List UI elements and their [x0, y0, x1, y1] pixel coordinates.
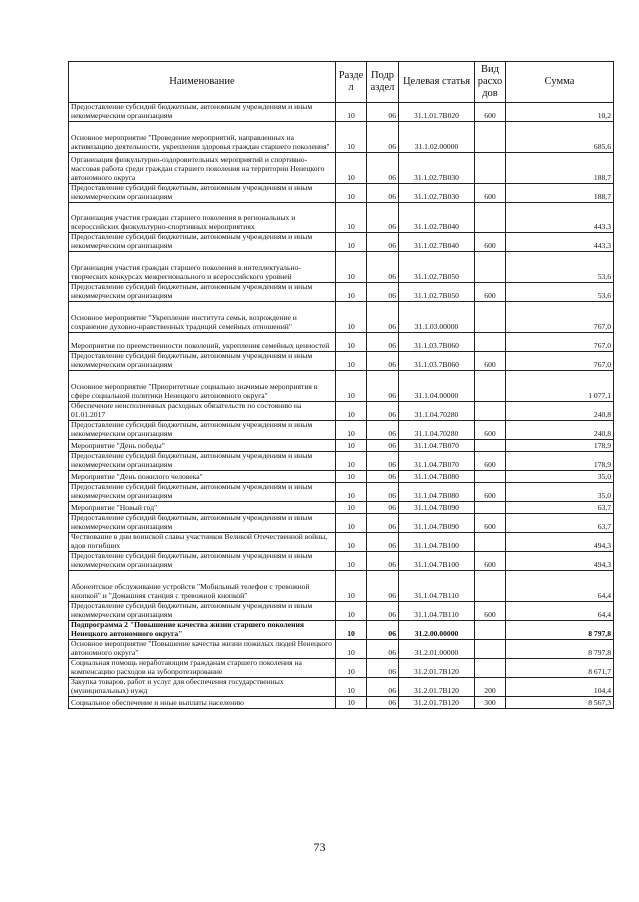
row-target: 31.1.02.00000: [399, 122, 475, 153]
row-name: Социальная помощь неработающим гражданам старшего поколения на компенсацию расходов на зубопротезирование: [69, 659, 336, 678]
row-subsection: 06: [367, 122, 399, 153]
row-section: 10: [336, 352, 367, 371]
row-subsection: 06: [367, 421, 399, 440]
row-name: Социальное обеспечение и иные выплаты населению: [69, 697, 336, 709]
row-section: 10: [336, 483, 367, 502]
row-target: 31.2.01.00000: [399, 640, 475, 659]
row-section: 10: [336, 333, 367, 352]
row-target: 31.1.02.7В030: [399, 153, 475, 184]
row-target: 31.1.03.00000: [399, 302, 475, 333]
row-name: Основное мероприятие "Повышение качества жизни пожилых людей Ненецкого автономного округа": [69, 640, 336, 659]
row-subsection: 06: [367, 153, 399, 184]
row-target: 31.1.04.7В100: [399, 533, 475, 552]
row-kind: 600: [475, 552, 506, 571]
row-sum: 8 797,8: [506, 640, 614, 659]
row-kind: [475, 252, 506, 283]
row-subsection: 06: [367, 440, 399, 452]
row-name: Абонентское обслуживание устройств "Мобильный телефон с тревожной кнопкой" и "Домашняя станция с тревожной кнопкой": [69, 571, 336, 602]
row-subsection: 06: [367, 483, 399, 502]
table-row: [69, 640, 614, 659]
row-sum: 63,7: [506, 514, 614, 533]
header-subsection: Подр аздел: [367, 62, 399, 103]
row-target: 31.1.03.7В060: [399, 333, 475, 352]
row-subsection: 06: [367, 352, 399, 371]
row-sum: 104,4: [506, 678, 614, 697]
row-target: 31.1.03.7В060: [399, 352, 475, 371]
header-section: Разде л: [336, 62, 367, 103]
row-section: 10: [336, 371, 367, 402]
row-section: 10: [336, 533, 367, 552]
row-name: Организация участия граждан старшего поколения в региональных и всероссийских физкультурно-спортивных мероприятиях: [69, 203, 336, 233]
table-row: [69, 333, 614, 352]
row-sum: 63,7: [506, 502, 614, 514]
row-kind: [475, 203, 506, 233]
row-name: Предоставление субсидий бюджетным, автономным учреждениям и иным некоммерческим организациям: [69, 233, 336, 252]
row-section: 10: [336, 283, 367, 302]
row-subsection: 06: [367, 302, 399, 333]
page-number: 73: [313, 840, 326, 854]
row-subsection: 06: [367, 533, 399, 552]
table-row: [69, 621, 614, 640]
row-kind: 300: [475, 697, 506, 709]
row-section: 10: [336, 402, 367, 421]
row-name: Подпрограмма 2 "Повышение качества жизни старшего поколения Ненецкого автономного округа": [69, 621, 336, 640]
row-name: Предоставление субсидий бюджетным, автономным учреждениям и иным некоммерческим организациям: [69, 103, 336, 122]
row-subsection: 06: [367, 184, 399, 203]
row-section: 10: [336, 602, 367, 621]
row-kind: [475, 659, 506, 678]
row-target: 31.1.04.7В080: [399, 483, 475, 502]
row-kind: 600: [475, 283, 506, 302]
row-sum: 8 567,3: [506, 697, 614, 709]
row-name: Предоставление субсидий бюджетным, автономным учреждениям и иным некоммерческим организациям: [69, 602, 336, 621]
row-target: 31.1.04.70280: [399, 421, 475, 440]
row-target: 31.1.04.7В070: [399, 440, 475, 452]
row-subsection: 06: [367, 103, 399, 122]
row-kind: 600: [475, 352, 506, 371]
row-section: 10: [336, 552, 367, 571]
row-target: 31.1.04.7В080: [399, 471, 475, 483]
table-row: [69, 153, 614, 184]
row-section: 10: [336, 621, 367, 640]
row-name: Предоставление субсидий бюджетным, автономным учреждениям и иным некоммерческим организациям: [69, 452, 336, 471]
row-target: 31.1.04.7В100: [399, 552, 475, 571]
row-subsection: 06: [367, 659, 399, 678]
row-sum: 35,0: [506, 471, 614, 483]
row-target: 31.1.01.7В020: [399, 103, 475, 122]
row-subsection: 06: [367, 678, 399, 697]
row-section: 10: [336, 640, 367, 659]
row-name: Предоставление субсидий бюджетным, автономным учреждениям и иным некоммерческим организациям: [69, 421, 336, 440]
header-kind: Вид расхо дов: [475, 62, 506, 103]
row-sum: 178,9: [506, 452, 614, 471]
row-kind: 600: [475, 184, 506, 203]
table-header: [69, 62, 614, 103]
table-row: [69, 502, 614, 514]
row-target: 31.1.04.7В090: [399, 502, 475, 514]
row-name: Обеспечение неисполненных расходных обязательств по состоянию на 01.01.2017: [69, 402, 336, 421]
row-name: Предоставление субсидий бюджетным, автономным учреждениям и иным некоммерческим организациям: [69, 283, 336, 302]
row-kind: 600: [475, 103, 506, 122]
table-row: [69, 103, 614, 122]
row-section: 10: [336, 659, 367, 678]
row-kind: [475, 621, 506, 640]
table-row: [69, 659, 614, 678]
row-subsection: 06: [367, 502, 399, 514]
row-sum: 494,3: [506, 533, 614, 552]
row-name: Мероприятия по преемственности поколений, укрепления семейных ценностей: [69, 333, 336, 352]
row-subsection: 06: [367, 471, 399, 483]
row-kind: [475, 571, 506, 602]
row-section: 10: [336, 302, 367, 333]
table-row: [69, 602, 614, 621]
row-sum: 188,7: [506, 184, 614, 203]
row-kind: 600: [475, 421, 506, 440]
row-sum: 8 797,8: [506, 621, 614, 640]
row-kind: [475, 153, 506, 184]
row-target: 31.2.00.00000: [399, 621, 475, 640]
row-subsection: 06: [367, 697, 399, 709]
row-kind: [475, 640, 506, 659]
row-section: 10: [336, 678, 367, 697]
row-kind: [475, 533, 506, 552]
row-kind: 600: [475, 514, 506, 533]
row-sum: 64,4: [506, 602, 614, 621]
header-target: Целевая статья: [399, 62, 475, 103]
table-row: [69, 571, 614, 602]
table-row: [69, 483, 614, 502]
row-sum: 64,4: [506, 571, 614, 602]
row-kind: [475, 471, 506, 483]
row-kind: 600: [475, 483, 506, 502]
row-section: 10: [336, 502, 367, 514]
row-sum: 240,8: [506, 421, 614, 440]
table-row: [69, 352, 614, 371]
table-row: [69, 678, 614, 697]
table-row: [69, 697, 614, 709]
row-sum: 35,0: [506, 483, 614, 502]
table-row: [69, 440, 614, 452]
row-subsection: 06: [367, 333, 399, 352]
row-subsection: 06: [367, 514, 399, 533]
row-subsection: 06: [367, 571, 399, 602]
table-row: [69, 184, 614, 203]
header-name: Наименование: [69, 62, 336, 103]
row-kind: [475, 502, 506, 514]
table-row: [69, 552, 614, 571]
row-target: 31.2.01.7В120: [399, 659, 475, 678]
row-sum: 188,7: [506, 153, 614, 184]
row-section: 10: [336, 452, 367, 471]
row-kind: 200: [475, 678, 506, 697]
table-row: [69, 514, 614, 533]
row-name: Основное мероприятие "Укрепление института семьи, возрождение и сохранение духовно-нравственных традиций семейных отношений": [69, 302, 336, 333]
row-name: Организация участия граждан старшего поколения в интеллектуально-творческих конкурсах межрегионального и всероссийского уровней: [69, 252, 336, 283]
row-name: Мероприятие "Новый год": [69, 502, 336, 514]
row-target: 31.1.04.7В090: [399, 514, 475, 533]
table-row: [69, 471, 614, 483]
row-name: Чествование в дни воинской славы участников Великой Отечественной войны, вдов погибших: [69, 533, 336, 552]
row-target: 31.1.02.7В030: [399, 184, 475, 203]
row-name: Предоставление субсидий бюджетным, автономным учреждениям и иным некоммерческим организациям: [69, 514, 336, 533]
row-subsection: 06: [367, 640, 399, 659]
table-row: [69, 122, 614, 153]
row-section: 10: [336, 252, 367, 283]
row-sum: 685,6: [506, 122, 614, 153]
row-section: 10: [336, 153, 367, 184]
header-row: [69, 62, 614, 103]
row-target: 31.1.04.7В110: [399, 571, 475, 602]
row-kind: [475, 371, 506, 402]
budget-table: [68, 61, 614, 709]
row-target: 31.1.04.7В110: [399, 602, 475, 621]
row-target: 31.1.04.00000: [399, 371, 475, 402]
table-row: [69, 452, 614, 471]
row-kind: 600: [475, 602, 506, 621]
row-subsection: 06: [367, 602, 399, 621]
row-section: 10: [336, 697, 367, 709]
row-target: 31.1.04.70280: [399, 402, 475, 421]
table-row: [69, 252, 614, 283]
row-section: 10: [336, 421, 367, 440]
row-sum: 53,6: [506, 252, 614, 283]
row-subsection: 06: [367, 252, 399, 283]
row-name: Организация физкультурно-оздоровительных мероприятий и спортивно-массовая работа среди граждан старшего поколения на территории Ненецкого автономного округа: [69, 153, 336, 184]
row-target: 31.1.02.7В040: [399, 203, 475, 233]
row-section: 10: [336, 471, 367, 483]
row-section: 10: [336, 184, 367, 203]
row-name: Мероприятие "День победы": [69, 440, 336, 452]
row-name: Закупка товаров, работ и услуг для обеспечения государственных (муниципальных) нужд: [69, 678, 336, 697]
row-sum: 1 077,1: [506, 371, 614, 402]
row-subsection: 06: [367, 402, 399, 421]
row-sum: 443,3: [506, 233, 614, 252]
table-body: [69, 103, 614, 709]
row-sum: 767,0: [506, 352, 614, 371]
row-kind: [475, 333, 506, 352]
row-sum: 53,6: [506, 283, 614, 302]
row-section: 10: [336, 233, 367, 252]
row-kind: 600: [475, 233, 506, 252]
row-kind: [475, 402, 506, 421]
row-target: 31.1.02.7В040: [399, 233, 475, 252]
row-subsection: 06: [367, 621, 399, 640]
row-name: Основное мероприятие "Приоритетные социально значимые мероприятия в сфере социальной политики Ненецкого автономного округа": [69, 371, 336, 402]
row-target: 31.2.01.7В120: [399, 697, 475, 709]
row-kind: 600: [475, 452, 506, 471]
row-name: Мероприятие "День пожилого человека": [69, 471, 336, 483]
row-target: 31.1.02.7В050: [399, 252, 475, 283]
row-kind: [475, 302, 506, 333]
table-row: [69, 371, 614, 402]
row-sum: 767,0: [506, 302, 614, 333]
table-row: [69, 203, 614, 233]
row-section: 10: [336, 103, 367, 122]
table-row: [69, 421, 614, 440]
row-name: Предоставление субсидий бюджетным, автономным учреждениям и иным некоммерческим организациям: [69, 483, 336, 502]
row-subsection: 06: [367, 233, 399, 252]
row-sum: 767,0: [506, 333, 614, 352]
header-sum: Сумма: [506, 62, 614, 103]
row-name: Предоставление субсидий бюджетным, автономным учреждениям и иным некоммерческим организациям: [69, 352, 336, 371]
row-subsection: 06: [367, 283, 399, 302]
table-row: [69, 302, 614, 333]
row-sum: 240,8: [506, 402, 614, 421]
row-section: 10: [336, 514, 367, 533]
row-sum: 443,3: [506, 203, 614, 233]
row-target: 31.1.02.7В050: [399, 283, 475, 302]
table-row: [69, 233, 614, 252]
row-target: 31.1.04.7В070: [399, 452, 475, 471]
table-row: [69, 283, 614, 302]
row-name: Предоставление субсидий бюджетным, автономным учреждениям и иным некоммерческим организациям: [69, 552, 336, 571]
row-section: 10: [336, 122, 367, 153]
row-subsection: 06: [367, 371, 399, 402]
row-sum: 10,2: [506, 103, 614, 122]
row-kind: [475, 440, 506, 452]
row-name: Предоставление субсидий бюджетным, автономным учреждениям и иным некоммерческим организациям: [69, 184, 336, 203]
row-section: 10: [336, 203, 367, 233]
row-kind: [475, 122, 506, 153]
row-subsection: 06: [367, 552, 399, 571]
row-section: 10: [336, 571, 367, 602]
row-sum: 8 671,7: [506, 659, 614, 678]
row-sum: 494,3: [506, 552, 614, 571]
table-row: [69, 533, 614, 552]
row-section: 10: [336, 440, 367, 452]
row-name: Основное мероприятие "Проведение мероприятий, направленных на активизацию деятельности, укрепления здоровья граждан старшего поколения": [69, 122, 336, 153]
row-subsection: 06: [367, 203, 399, 233]
row-sum: 178,9: [506, 440, 614, 452]
table-row: [69, 402, 614, 421]
row-target: 31.2.01.7В120: [399, 678, 475, 697]
row-subsection: 06: [367, 452, 399, 471]
